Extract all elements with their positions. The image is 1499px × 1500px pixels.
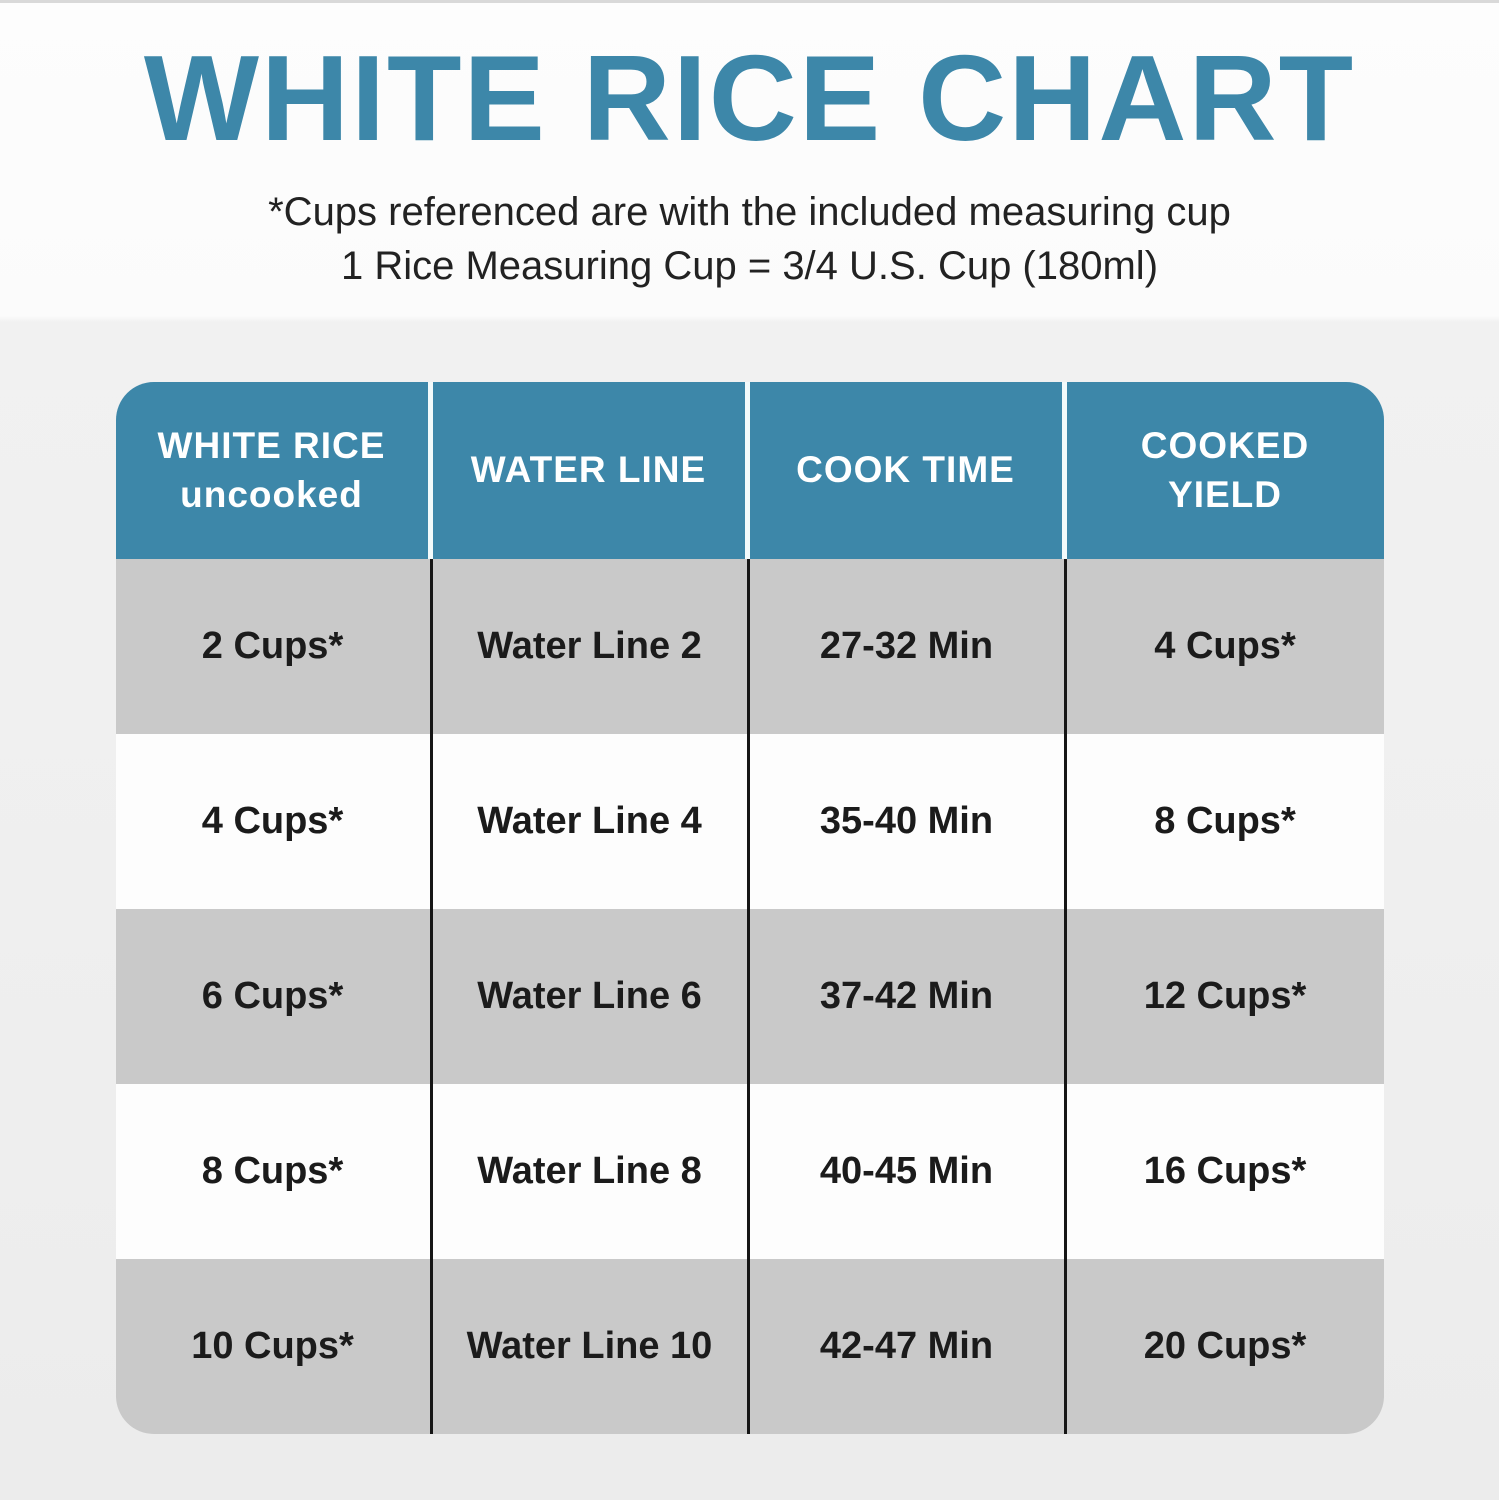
column-header-white-rice bbox=[116, 382, 433, 559]
cell-cook-time: 27-32 Min bbox=[750, 559, 1067, 734]
column-header-cooked-yield bbox=[1067, 382, 1384, 559]
cell-cook-time: 37-42 Min bbox=[750, 909, 1067, 1084]
white-rice-table bbox=[116, 382, 1384, 1434]
column-header-sublabel: YIELD bbox=[1168, 473, 1282, 515]
measuring-cup-note bbox=[0, 185, 1499, 293]
cell-yield: 16 Cups* bbox=[1143, 1150, 1307, 1192]
cell-yield: 20 Cups* bbox=[1143, 1325, 1307, 1367]
cell-cook-time: 42-47 Min bbox=[750, 1259, 1067, 1434]
table-row bbox=[116, 559, 1384, 734]
column-header-sublabel: uncooked bbox=[180, 473, 363, 515]
cell-yield: 4 Cups* bbox=[1154, 625, 1296, 667]
cell-yield: 8 Cups* bbox=[1154, 800, 1296, 842]
table-header-row bbox=[116, 382, 1384, 559]
table-row bbox=[116, 909, 1384, 1084]
cell-water-line: Water Line 2 bbox=[433, 559, 750, 734]
note-line-2: 1 Rice Measuring Cup = 3/4 U.S. Cup (180ml) bbox=[340, 244, 1159, 288]
table-row bbox=[116, 734, 1384, 909]
cell-yield: 12 Cups* bbox=[1143, 975, 1307, 1017]
cell-water-line: Water Line 8 bbox=[433, 1084, 750, 1259]
cell-water-line: Water Line 4 bbox=[433, 734, 750, 909]
column-header-label: WATER LINE bbox=[470, 449, 707, 491]
title-section bbox=[0, 3, 1499, 320]
cell-uncooked: 6 Cups* bbox=[116, 909, 433, 1084]
cell-uncooked: 4 Cups* bbox=[116, 734, 433, 909]
table-row bbox=[116, 1259, 1384, 1434]
column-header-cook-time bbox=[750, 382, 1067, 559]
cell-cook-time: 35-40 Min bbox=[750, 734, 1067, 909]
column-header-label: WHITE RICE bbox=[157, 425, 386, 467]
cell-uncooked: 2 Cups* bbox=[116, 559, 433, 734]
cell-uncooked: 8 Cups* bbox=[116, 1084, 433, 1259]
table-row bbox=[116, 1084, 1384, 1259]
column-header-label: COOKED bbox=[1140, 425, 1310, 467]
column-header-label: COOK TIME bbox=[796, 449, 1015, 491]
page-title: WHITE RICE CHART bbox=[143, 30, 1356, 166]
note-line-1: *Cups referenced are with the included measuring cup bbox=[268, 190, 1231, 234]
cell-water-line: Water Line 10 bbox=[433, 1259, 750, 1434]
cell-uncooked: 10 Cups* bbox=[116, 1259, 433, 1434]
column-header-water-line bbox=[433, 382, 750, 559]
cell-cook-time: 40-45 Min bbox=[750, 1084, 1067, 1259]
cell-water-line: Water Line 6 bbox=[433, 909, 750, 1084]
